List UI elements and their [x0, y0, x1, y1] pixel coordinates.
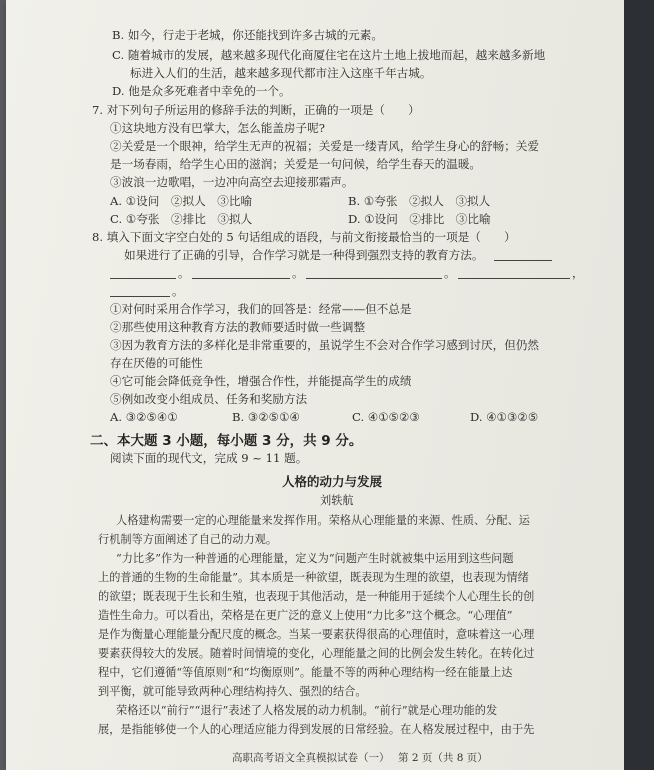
- q8-lead-sentence: 如果进行了正确的引导，合作学习就是一种得到强烈支持的教育方法。: [124, 248, 484, 262]
- q7-option-c: C. ①夸张 ②排比 ③拟人: [110, 212, 253, 226]
- q8-blank-3: [306, 266, 442, 279]
- q8-blank-5: [110, 284, 170, 297]
- q6-option-b: B. 如今，行走于老城，你还能找到许多古城的元素。: [112, 28, 383, 42]
- q8-blank-sep: 。: [444, 266, 456, 280]
- exam-page: [6, 0, 624, 770]
- q7-sentence-2-line1: ②关爱是一个眼神，给学生无声的祝福；关爱是一缕青风，给学生身心的舒畅；关爱: [110, 139, 539, 153]
- section-instruction: 阅读下面的现代文，完成 9 ~ 11 题。: [110, 451, 308, 465]
- q8-phrase-4: ④它可能会降低竞争性，增强合作性，并能提高学生的成绩: [110, 374, 412, 388]
- q7-sentence-3: ③波浪一边歌唱，一边冲向高空去迎接那霜声。: [110, 175, 354, 189]
- q8-option-b: B. ③②⑤①④: [232, 410, 300, 424]
- article-line: 荣格还以“前行”“退行”表述了人格发展的动力机制。“前行”就是心理功能的发: [116, 704, 498, 717]
- q8-option-d: D. ④①③②⑤: [470, 410, 539, 424]
- page-footer-number: 第 2 页（共 8 页）: [398, 752, 488, 764]
- q8-blank-sep: 。: [178, 266, 190, 280]
- article-line: 造性生命力。可以看出，荣格是在更广泛的意义上使用“力比多”这个概念。“心理值”: [98, 609, 513, 622]
- q6-option-c-line2: 标进入人们的生活，越来越多现代都市注入这座千年古城。: [130, 66, 432, 80]
- q6-option-d: D. 他是众多死难者中幸免的一个。: [112, 84, 291, 98]
- section-heading: 二、本大题 3 小题，每小题 3 分，共 9 分。: [90, 433, 363, 449]
- page-footer-title: 高职高考语文全真模拟试卷（一）: [232, 752, 390, 764]
- article-line: 要素获得较大的发展。随着时间情境的变化，心理能量之间的比例会发生转化。在转化过: [98, 647, 535, 660]
- q8-blank-4: [458, 266, 570, 279]
- q8-stem: 8. 填入下面文字空白处的 5 句话组成的语段，与前文衔接最恰当的一项是（ ）: [92, 230, 516, 244]
- article-line: 是作为衡量心理能量分配尺度的概念。当某一要素获得很高的心理值时，意味着这一心理: [98, 628, 535, 641]
- q8-blank-sep: 。: [172, 284, 184, 298]
- article-line: 人格建构需要一定的心理能量来发挥作用。荣格从心理能量的来源、性质、分配、运: [116, 514, 530, 527]
- q7-option-a: A. ①设问 ②拟人 ③比喻: [110, 194, 253, 208]
- article-line: 行机制等方面阐述了自己的动力观。: [98, 533, 278, 546]
- q8-option-c: C. ④①⑤②③: [352, 410, 420, 424]
- q7-sentence-1: ①这块地方没有巴掌大，怎么能盖房子呢?: [110, 121, 325, 135]
- q7-stem: 7. 对下列句子所运用的修辞手法的判断，正确的一项是（ ）: [92, 103, 420, 117]
- q8-blank-1: [110, 266, 176, 279]
- q6-option-c-line1: C. 随着城市的发展，越来越多现代化商厦住宅在这片土地上拔地而起，越来越多新地: [112, 48, 546, 62]
- background-right-edge: [624, 0, 654, 770]
- q7-sentence-2-line2: 是一场春雨，给学生心田的滋润；关爱是一句问候，给学生春天的温暖。: [110, 157, 482, 171]
- q8-blank-2: [192, 266, 290, 279]
- q8-phrase-3-line2: 存在厌倦的可能性: [110, 356, 203, 370]
- q8-phrase-5: ⑤例如改变小组成员、任务和奖励方法: [110, 392, 308, 406]
- article-line: 的欲望；既表现于生长和生殖，也表现于其他活动，是一种能用于延续个人心理生长的创: [98, 590, 535, 603]
- q7-option-d: D. ①设问 ②排比 ③比喻: [348, 212, 491, 226]
- q8-phrase-3-line1: ③因为教育方法的多样化是非常重要的，虽说学生不会对合作学习感到讨厌，但仍然: [110, 338, 539, 352]
- q8-phrase-1: ①对何时采用合作学习，我们的回答是：经常——但不总是: [110, 302, 412, 316]
- q8-phrase-2: ②那些使用这种教育方法的教师要适时做一些调整: [110, 320, 366, 334]
- article-title: 人格的动力与发展: [282, 474, 383, 489]
- article-line: 展，是指能够使一个人的心理适应能力得到发展的日常经验。在人格发展过程中，由于先: [98, 723, 535, 736]
- article-line: 程中，它们遵循“等值原则”和“均衡原则”。能量不等的两种心理结构一经在能量上达: [98, 666, 513, 679]
- q8-blank-sep: 。: [292, 266, 304, 280]
- q7-option-b: B. ①夸张 ②拟人 ③拟人: [348, 194, 491, 208]
- article-line: 到平衡，就可能导致两种心理结构持久、强烈的结合。: [98, 685, 367, 698]
- q8-option-a: A. ③②⑤④①: [110, 410, 178, 424]
- article-line: 上的普通的生物的生命能量”。其本质是一种欲望，既表现为生理的欲望，也表现为情绪: [98, 571, 529, 584]
- article-line: “力比多”作为一种普通的心理能量，定义为“问题产生时就被集中运用到这些问题: [116, 552, 514, 565]
- q8-blank-0: [494, 248, 552, 261]
- article-author: 刘轶航: [320, 494, 354, 507]
- q8-blank-sep: ，: [572, 266, 584, 280]
